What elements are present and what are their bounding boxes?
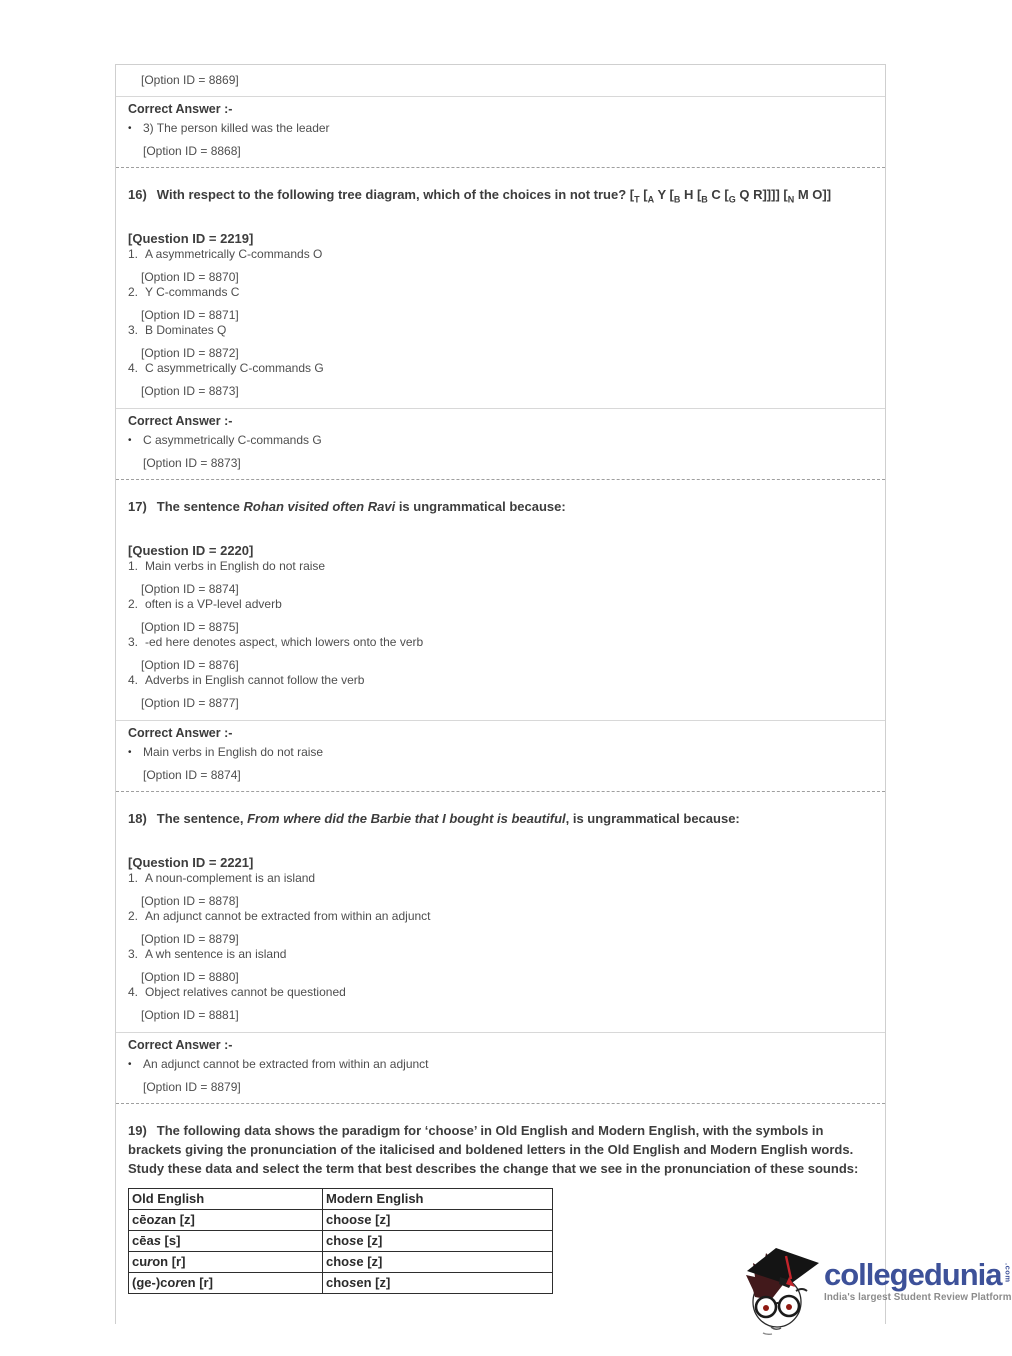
option-text: B Dominates Q — [145, 323, 227, 337]
option-text: often is a VP-level adverb — [145, 597, 282, 611]
option-text: A noun-complement is an island — [145, 871, 316, 885]
table-cell: cēozan [z] — [129, 1210, 323, 1231]
bullet-icon: • — [128, 435, 132, 446]
correct-answer-item — [128, 121, 871, 136]
option-number: 4. — [128, 361, 139, 375]
option-text: C asymmetrically C-commands G — [145, 361, 324, 375]
question-id: [Question ID = 2219] — [128, 231, 254, 246]
option-id: [Option ID = 8874] — [141, 582, 239, 596]
question-title-text: The following data shows the paradigm for ‘choose’ in Old English and Modern English, with the symbols in brackets giving the pronunciation of the italicised and boldened letters in the Old English and Modern English words. Study these data and select the term that best describes the change that we see in the pronunciation of these sounds: — [128, 1123, 859, 1176]
bullet-icon: • — [128, 123, 132, 134]
option-number: 3. — [128, 947, 139, 961]
bullet-icon: • — [128, 1059, 132, 1070]
question-title — [128, 1121, 860, 1178]
table-row — [129, 1231, 553, 1252]
table-cell: chose [z] — [323, 1231, 553, 1252]
option-id: [Option ID = 8875] — [141, 620, 239, 634]
option-number: 2. — [128, 597, 139, 611]
logo-brand: collegedunia — [824, 1257, 1002, 1292]
option-text: An adjunct cannot be extracted from within an adjunct — [145, 909, 431, 923]
table-row — [129, 1273, 553, 1294]
option-number: 1. — [128, 871, 139, 885]
option-id: [Option ID = 8880] — [141, 970, 239, 984]
option-text: Y C-commands C — [145, 285, 240, 299]
question-id: [Question ID = 2221] — [128, 855, 254, 870]
question-section — [116, 792, 885, 1033]
correct-answer-label: Correct Answer :- — [128, 414, 233, 428]
question-number: 17) — [128, 499, 147, 514]
table-header-cell: Old English — [129, 1189, 323, 1210]
logo-text — [824, 1246, 1012, 1303]
option-number: 2. — [128, 285, 139, 299]
question-number: 18) — [128, 811, 147, 826]
option-id: [Option ID = 8872] — [141, 346, 239, 360]
option-text: Main verbs in English do not raise — [145, 559, 326, 573]
option-text: A wh sentence is an island — [145, 947, 287, 961]
question-section — [116, 65, 885, 97]
option-item — [128, 323, 871, 337]
question-section — [116, 168, 885, 409]
table-header-row — [129, 1189, 553, 1210]
option-item — [128, 635, 871, 649]
option-text: -ed here denotes aspect, which lowers onto the verb — [145, 635, 424, 649]
option-id: [Option ID = 8879] — [143, 1080, 241, 1094]
option-item — [128, 597, 871, 611]
correct-answer-text: 3) The person killed was the leader — [143, 121, 330, 135]
correct-answer-section — [116, 1033, 885, 1104]
option-item — [128, 985, 871, 999]
option-id: [Option ID = 8878] — [141, 894, 239, 908]
option-item — [128, 909, 871, 923]
correct-answer-section — [116, 409, 885, 480]
logo-tld: .com — [1003, 1262, 1012, 1283]
logo-brand-row — [824, 1259, 1012, 1290]
option-id: [Option ID = 8869] — [141, 73, 239, 87]
question-title-text: The sentence Rohan visited often Ravi is ungrammatical because: — [156, 499, 566, 514]
option-number: 4. — [128, 673, 139, 687]
option-id: [Option ID = 8877] — [141, 696, 239, 710]
option-number: 4. — [128, 985, 139, 999]
option-item — [128, 673, 871, 687]
option-text: Object relatives cannot be questioned — [145, 985, 346, 999]
paradigm-table-body — [129, 1210, 553, 1294]
question-title — [128, 497, 860, 516]
correct-answer-text: An adjunct cannot be extracted from within an adjunct — [143, 1057, 429, 1071]
option-number: 3. — [128, 635, 139, 649]
option-number: 1. — [128, 559, 139, 573]
question-groups — [116, 65, 885, 1324]
question-title — [128, 809, 860, 828]
table-cell: curon [r] — [129, 1252, 323, 1273]
option-item — [128, 285, 871, 299]
logo-tagline: India's largest Student Review Platform — [824, 1292, 1012, 1303]
table-cell: choose [z] — [323, 1210, 553, 1231]
option-id: [Option ID = 8876] — [141, 658, 239, 672]
paradigm-table — [128, 1188, 553, 1294]
mascot-graduate-icon — [740, 1246, 820, 1334]
option-id: [Option ID = 8868] — [143, 144, 241, 158]
option-item — [128, 947, 871, 961]
option-number: 1. — [128, 247, 139, 261]
collegedunia-logo — [740, 1246, 1012, 1334]
table-row — [129, 1210, 553, 1231]
table-row — [129, 1252, 553, 1273]
table-cell: chose [z] — [323, 1252, 553, 1273]
option-text: Adverbs in English cannot follow the verb — [145, 673, 365, 687]
correct-answer-item — [128, 745, 871, 760]
question-id: [Question ID = 2220] — [128, 543, 254, 558]
correct-answer-text: Main verbs in English do not raise — [143, 745, 324, 759]
option-id: [Option ID = 8873] — [141, 384, 239, 398]
bullet-icon: • — [128, 747, 132, 758]
correct-answer-text: C asymmetrically C-commands G — [143, 433, 322, 447]
option-id: [Option ID = 8871] — [141, 308, 239, 322]
table-cell: cēas [s] — [129, 1231, 323, 1252]
correct-answer-label: Correct Answer :- — [128, 1038, 233, 1052]
correct-answer-section — [116, 97, 885, 168]
option-item — [128, 871, 871, 885]
question-section — [116, 480, 885, 721]
option-item — [128, 559, 871, 573]
option-item — [128, 361, 871, 375]
correct-answer-item — [128, 433, 871, 448]
question-number: 19) — [128, 1123, 147, 1138]
table-header-cell: Modern English — [323, 1189, 553, 1210]
table-cell: chosen [z] — [323, 1273, 553, 1294]
paradigm-table-head — [129, 1189, 553, 1210]
correct-answer-item — [128, 1057, 871, 1072]
table-cell: (ge-)coren [r] — [129, 1273, 323, 1294]
question-title-text: The sentence, From where did the Barbie that I bought is beautiful, is ungrammatical because: — [156, 811, 740, 826]
option-id: [Option ID = 8874] — [143, 768, 241, 782]
option-number: 2. — [128, 909, 139, 923]
question-title — [128, 185, 860, 204]
option-text: A asymmetrically C-commands O — [145, 247, 323, 261]
option-id: [Option ID = 8879] — [141, 932, 239, 946]
option-item — [128, 247, 871, 261]
answer-key-document — [115, 64, 886, 1324]
option-id: [Option ID = 8873] — [143, 456, 241, 470]
option-id: [Option ID = 8870] — [141, 270, 239, 284]
question-title-text: With respect to the following tree diagram, which of the choices in not true? [$_T$ [$_A$ Y [$_B$ H [$_B$ C [$_G$ Q R]]]] [$_N$ M O]] — [156, 187, 832, 205]
correct-answer-section — [116, 721, 885, 792]
question-number: 16) — [128, 187, 147, 202]
option-id: [Option ID = 8881] — [141, 1008, 239, 1022]
correct-answer-label: Correct Answer :- — [128, 726, 233, 740]
option-number: 3. — [128, 323, 139, 337]
correct-answer-label: Correct Answer :- — [128, 102, 233, 116]
